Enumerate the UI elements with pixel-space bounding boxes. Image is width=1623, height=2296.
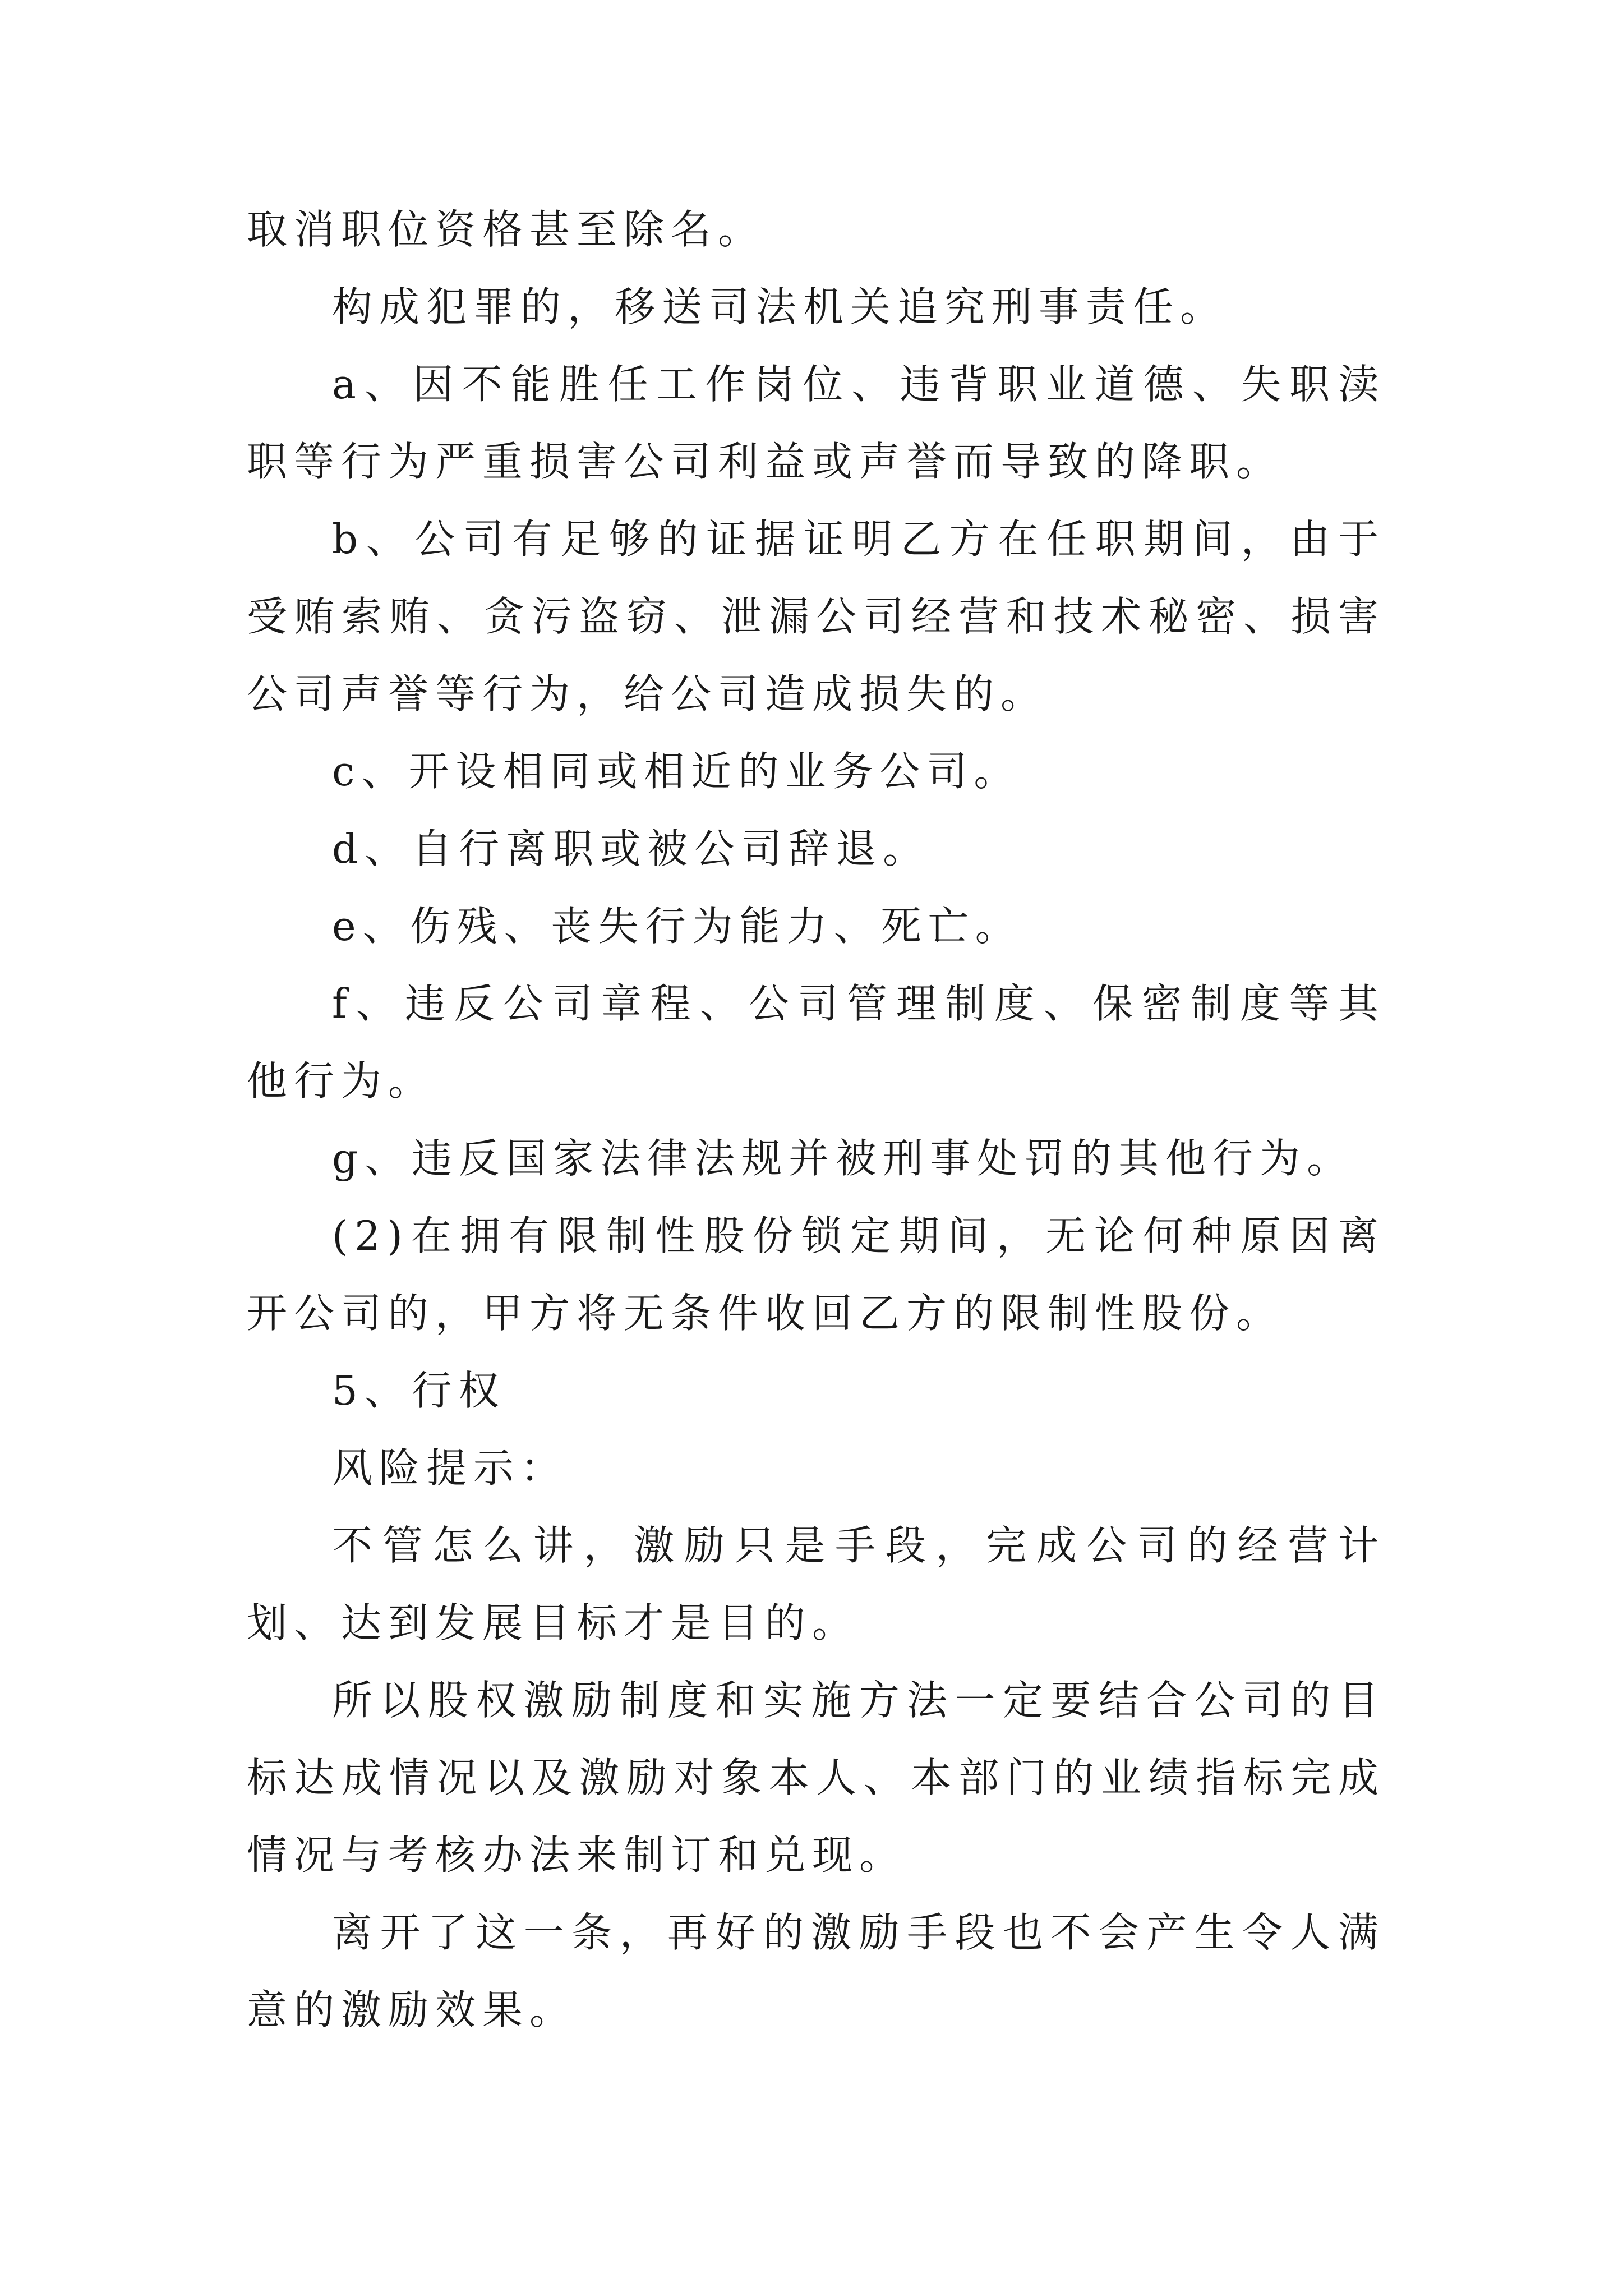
- paragraph-9: g、违反国家法律法规并被刑事处罚的其他行为。: [332, 1135, 1354, 1182]
- paragraph-15: 离开了这一条，再好的激励手段也不会产生令人满意的激励效果。: [247, 1909, 1385, 2033]
- paragraph-14: 所以股权激励制度和实施方法一定要结合公司的目标达成情况以及激励对象本人、本部门的业绩指标完成情况与考核办法来制订和兑现。: [247, 1677, 1385, 1879]
- paragraph-4: b、公司有足够的证据证明乙方在任职期间，由于受贿索贿、贪污盗窃、泄漏公司经营和技术秘密、损害公司声誉等行为，给公司造成损失的。: [247, 516, 1385, 717]
- paragraph-10: (2)在拥有限制性股份锁定期间，无论何种原因离开公司的，甲方将无条件收回乙方的限制性股份。: [247, 1212, 1385, 1337]
- section-heading: 5、行权: [332, 1367, 506, 1414]
- paragraph-3: a、因不能胜任工作岗位、违背职业道德、失职渎职等行为严重损害公司利益或声誉而导致的降职。: [247, 361, 1385, 485]
- paragraph-8: f、违反公司章程、公司管理制度、保密制度等其他行为。: [247, 980, 1385, 1105]
- paragraph-6: d、自行离职或被公司辞退。: [332, 825, 930, 872]
- paragraph-13: 不管怎么讲，激励只是手段，完成公司的经营计划、达到发展目标才是目的。: [247, 1522, 1385, 1646]
- risk-notice-label: 风险提示：: [332, 1444, 568, 1492]
- paragraph-5: c、开设相同或相近的业务公司。: [332, 748, 1021, 795]
- document-body: [247, 191, 1385, 2049]
- paragraph-2: 构成犯罪的，移送司法机关追究刑事责任。: [332, 283, 1228, 330]
- paragraph-1: 取消职位资格甚至除名。: [247, 206, 766, 253]
- paragraph-7: e、伤残、丧失行为能力、死亡。: [332, 903, 1022, 950]
